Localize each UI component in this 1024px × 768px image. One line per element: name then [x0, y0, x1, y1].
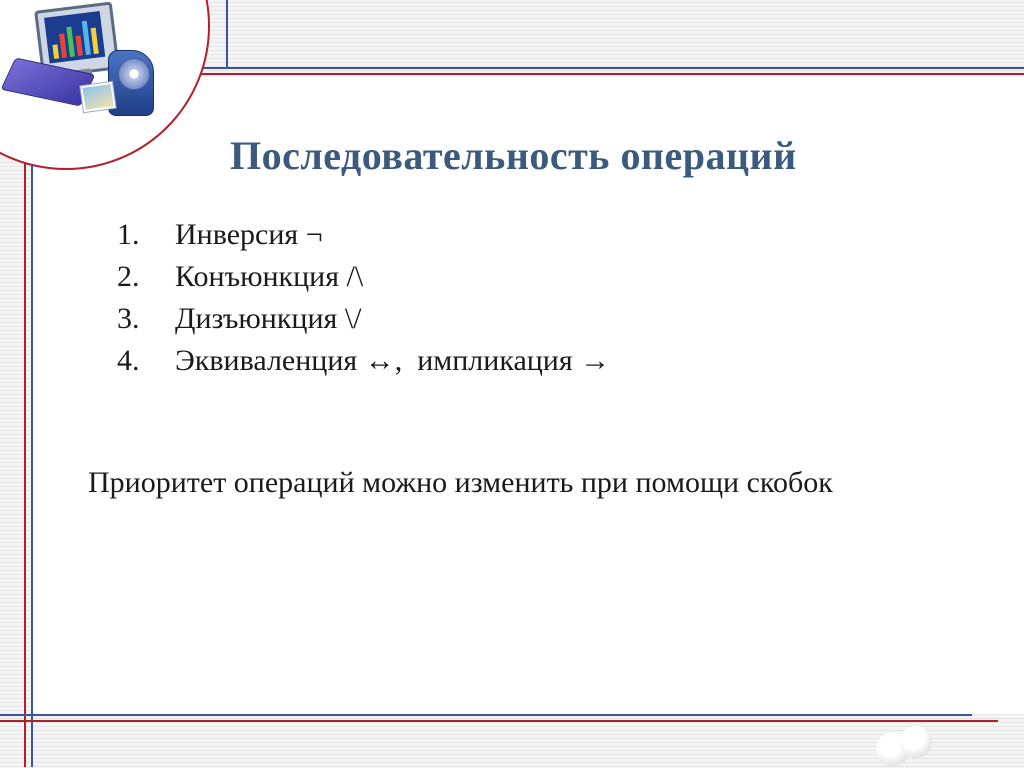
cd-disc-icon: [118, 58, 150, 90]
frame-top-blue-line: [192, 67, 1024, 69]
list-item-number: 2.: [117, 260, 140, 293]
list-item-text: Конъюнкция /\: [175, 260, 364, 293]
priority-note: Приоритет операций можно изменить при помощи скобок: [88, 466, 833, 499]
frame-bottom-blue-line: [0, 714, 972, 716]
frame-bottom-red-line: [0, 720, 998, 722]
monitor-chart-screen: [44, 11, 105, 63]
list-item: [117, 260, 610, 302]
bubble: [900, 726, 932, 758]
screen-bar: [82, 21, 91, 55]
screen-bar: [52, 44, 59, 59]
list-item: [117, 218, 610, 260]
screen-bar: [91, 28, 99, 54]
list-item: [117, 344, 610, 386]
bubbles-decoration: [874, 724, 936, 768]
list-item: [117, 302, 610, 344]
screen-bar: [59, 34, 67, 58]
operations-list: [117, 218, 610, 386]
computer-illustration: [0, 0, 215, 155]
list-item-number: 1.: [117, 218, 140, 251]
list-item-number: 4.: [117, 344, 140, 377]
slide-title: Последовательность операций: [230, 133, 797, 178]
screen-bar: [76, 36, 83, 56]
list-item-text: Эквиваленция ↔, импликация →: [175, 344, 611, 377]
frame-left-blue-line: [31, 136, 33, 767]
screen-bar: [66, 27, 75, 57]
frame-top-red-line: [192, 73, 1024, 75]
frame-top-corner-vertical-line: [226, 0, 228, 68]
list-item-text: Инверсия ¬: [175, 218, 323, 251]
list-item-text: Дизъюнкция \/: [175, 302, 362, 335]
frame-left-red-line: [24, 136, 26, 767]
photo-card-icon: [80, 82, 115, 112]
list-item-number: 3.: [117, 302, 140, 335]
